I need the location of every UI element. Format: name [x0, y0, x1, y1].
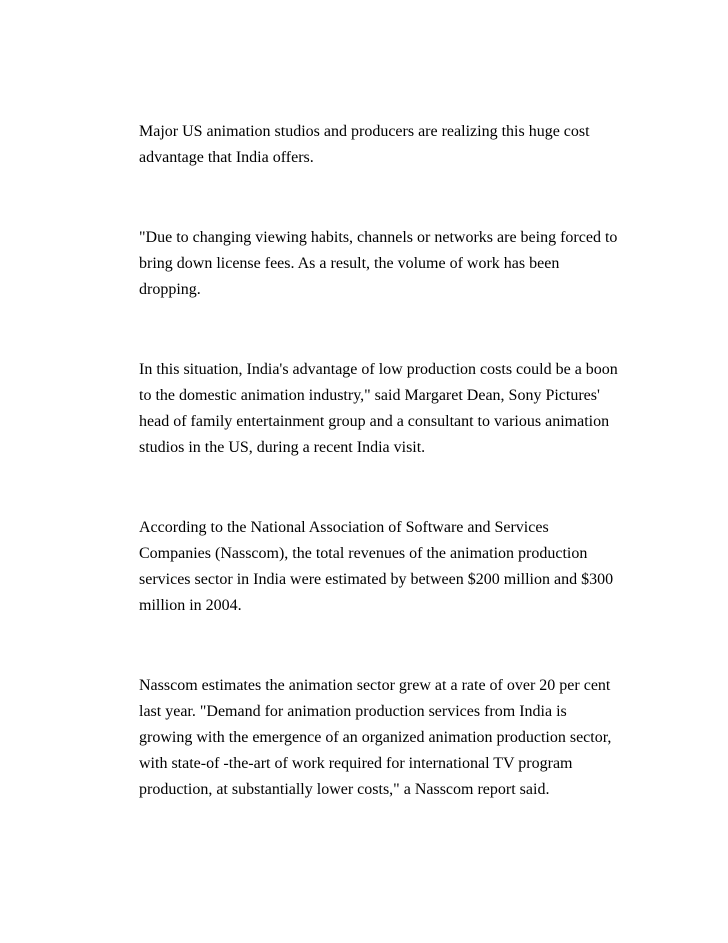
text-line: last year. "Demand for animation production services from India is: [139, 703, 567, 720]
paragraph-cost-advantage: [139, 119, 649, 171]
text-line: growing with the emergence of an organized animation production sector,: [139, 729, 612, 746]
text-line: "Due to changing viewing habits, channels or networks are being forced to: [139, 229, 618, 246]
text-line: Major US animation studios and producers are realizing this huge cost: [139, 123, 590, 140]
text-line: advantage that India offers.: [139, 149, 314, 166]
text-line: production, at substantially lower costs," a Nasscom report said.: [139, 781, 550, 798]
text-line: In this situation, India's advantage of low production costs could be a boon: [139, 361, 618, 378]
text-line: million in 2004.: [139, 597, 242, 614]
text-line: dropping.: [139, 281, 201, 298]
text-line: Companies (Nasscom), the total revenues of the animation production: [139, 545, 588, 562]
text-line: Nasscom estimates the animation sector grew at a rate of over 20 per cent: [139, 677, 611, 694]
text-line: According to the National Association of Software and Services: [139, 519, 549, 536]
paragraph-nasscom-revenues: [139, 515, 649, 619]
text-line: studios in the US, during a recent India visit.: [139, 439, 426, 456]
document-body: [139, 119, 649, 803]
text-line: bring down license fees. As a result, the volume of work has been: [139, 255, 560, 272]
paragraph-nasscom-growth: [139, 673, 649, 803]
text-line: to the domestic animation industry," said Margaret Dean, Sony Pictures': [139, 387, 600, 404]
text-line: head of family entertainment group and a consultant to various animation: [139, 413, 610, 430]
text-line: with state-of -the-art of work required for international TV program: [139, 755, 573, 772]
paragraph-margaret-dean-quote: [139, 357, 649, 461]
paragraph-license-fees: [139, 225, 649, 303]
text-line: services sector in India were estimated by between $200 million and $300: [139, 571, 614, 588]
